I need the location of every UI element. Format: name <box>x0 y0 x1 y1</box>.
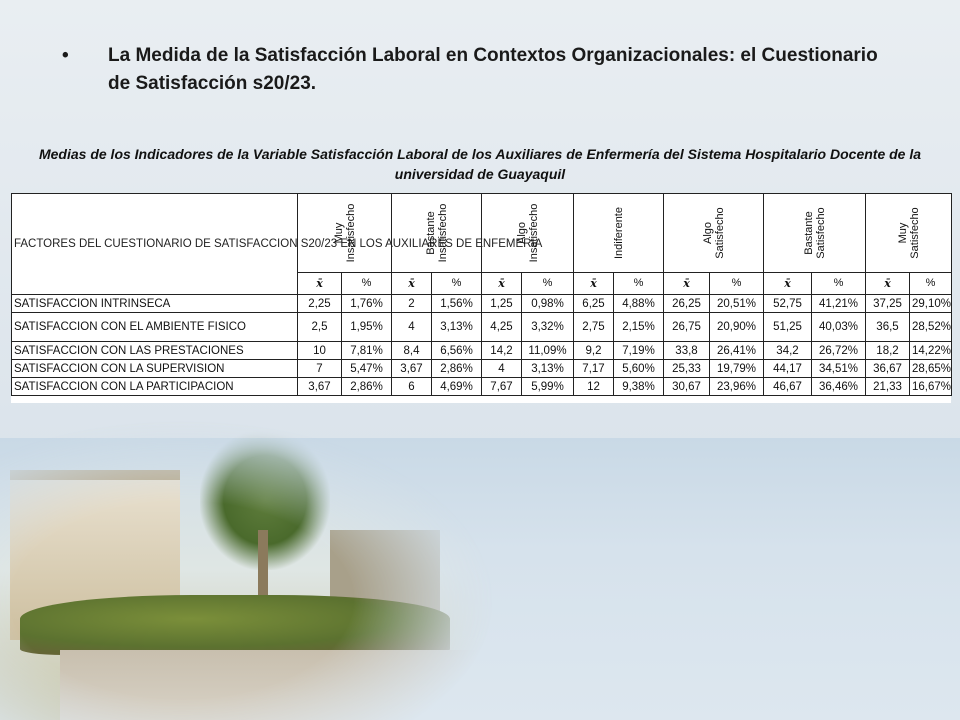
mean-symbol: x̄ <box>683 276 690 290</box>
mean-cell: 9,2 <box>574 342 614 360</box>
mean-symbol: x̄ <box>498 276 505 290</box>
mean-cell: 21,33 <box>866 378 910 396</box>
mean-cell: 36,5 <box>866 313 910 342</box>
percent-cell: 16,67% <box>910 378 952 396</box>
percent-cell: 6,56% <box>432 342 482 360</box>
category-label: Bastante Satisfecho <box>802 207 827 259</box>
mean-cell: 26,25 <box>664 295 710 313</box>
mean-cell: 25,33 <box>664 360 710 378</box>
table-row <box>12 342 952 360</box>
mean-cell: 3,67 <box>392 360 432 378</box>
percent-cell: 4,88% <box>614 295 664 313</box>
percent-subheader: % <box>710 272 764 294</box>
percent-cell: 4,69% <box>432 378 482 396</box>
mean-cell: 33,8 <box>664 342 710 360</box>
mean-cell: 4,25 <box>482 313 522 342</box>
mean-cell: 8,4 <box>392 342 432 360</box>
percent-cell: 1,76% <box>342 295 392 313</box>
percent-cell: 28,65% <box>910 360 952 378</box>
photo-walkway <box>60 650 480 720</box>
percent-cell: 3,13% <box>432 313 482 342</box>
mean-subheader <box>574 272 614 294</box>
photo-garden <box>20 595 450 655</box>
percent-subheader: % <box>342 272 392 294</box>
mean-cell: 34,2 <box>764 342 812 360</box>
mean-cell: 52,75 <box>764 295 812 313</box>
percent-subheader: % <box>812 272 866 294</box>
mean-cell: 7,17 <box>574 360 614 378</box>
percent-cell: 2,15% <box>614 313 664 342</box>
percent-cell: 3,13% <box>522 360 574 378</box>
mean-cell: 46,67 <box>764 378 812 396</box>
percent-cell: 19,79% <box>710 360 764 378</box>
category-label: Muy Satisfecho <box>896 207 921 259</box>
table-caption: Medias de los Indicadores de la Variable Satisfacción Laboral de los Auxiliares de Enfermería del Sistema Hospitalario Docente de la universidad de Guayaquil <box>38 146 922 182</box>
percent-cell: 20,90% <box>710 313 764 342</box>
percent-subheader: % <box>522 272 574 294</box>
table-row <box>12 313 952 342</box>
category-label: Indiferente <box>612 206 625 259</box>
mean-cell: 2,5 <box>298 313 342 342</box>
mean-cell: 44,17 <box>764 360 812 378</box>
table-row <box>12 378 952 396</box>
row-label: SATISFACCION CON LAS PRESTACIONES <box>12 342 298 360</box>
percent-cell: 36,46% <box>812 378 866 396</box>
percent-cell: 28,52% <box>910 313 952 342</box>
category-header <box>664 194 764 273</box>
percent-cell: 5,99% <box>522 378 574 396</box>
mean-cell: 4 <box>392 313 432 342</box>
mean-cell: 12 <box>574 378 614 396</box>
percent-cell: 1,56% <box>432 295 482 313</box>
category-header-row <box>12 194 952 273</box>
category-header <box>392 194 482 273</box>
mean-subheader <box>866 272 910 294</box>
category-label: Muy Insatisfecho <box>332 203 357 263</box>
mean-subheader <box>764 272 812 294</box>
mean-cell: 3,67 <box>298 378 342 396</box>
percent-cell: 5,47% <box>342 360 392 378</box>
mean-cell: 10 <box>298 342 342 360</box>
percent-cell: 2,86% <box>342 378 392 396</box>
category-label: Algo Satisfecho <box>701 207 726 259</box>
mean-subheader <box>664 272 710 294</box>
table-row <box>12 360 952 378</box>
mean-cell: 14,2 <box>482 342 522 360</box>
mean-cell: 4 <box>482 360 522 378</box>
title-text: La Medida de la Satisfacción Laboral en Contextos Organizacionales: el Cuestionario de Satisfacción s20/23. <box>108 45 878 94</box>
percent-cell: 2,86% <box>432 360 482 378</box>
category-header <box>574 194 664 273</box>
category-header <box>298 194 392 273</box>
category-header <box>482 194 574 273</box>
mean-cell: 6 <box>392 378 432 396</box>
row-label: SATISFACCION INTRINSECA <box>12 295 298 313</box>
mean-cell: 2,75 <box>574 313 614 342</box>
row-label: SATISFACCION CON LA PARTICIPACION <box>12 378 298 396</box>
percent-cell: 7,19% <box>614 342 664 360</box>
category-header <box>866 194 952 273</box>
percent-cell: 11,09% <box>522 342 574 360</box>
row-label: SATISFACCION CON LA SUPERVISION <box>12 360 298 378</box>
percent-cell: 3,32% <box>522 313 574 342</box>
category-header <box>764 194 866 273</box>
percent-subheader: % <box>910 272 952 294</box>
satisfaction-table-container <box>11 193 951 403</box>
percent-cell: 23,96% <box>710 378 764 396</box>
table-row <box>12 295 952 313</box>
percent-cell: 5,60% <box>614 360 664 378</box>
mean-cell: 1,25 <box>482 295 522 313</box>
category-label: Bastante Insatisfecho <box>424 203 449 263</box>
mean-subheader <box>392 272 432 294</box>
percent-cell: 26,72% <box>812 342 866 360</box>
percent-cell: 7,81% <box>342 342 392 360</box>
mean-cell: 37,25 <box>866 295 910 313</box>
percent-cell: 20,51% <box>710 295 764 313</box>
mean-cell: 2,25 <box>298 295 342 313</box>
percent-cell: 40,03% <box>812 313 866 342</box>
mean-cell: 2 <box>392 295 432 313</box>
mean-symbol: x̄ <box>884 276 891 290</box>
percent-cell: 26,41% <box>710 342 764 360</box>
mean-cell: 18,2 <box>866 342 910 360</box>
mean-cell: 36,67 <box>866 360 910 378</box>
mean-cell: 51,25 <box>764 313 812 342</box>
bullet-icon: • <box>62 45 69 66</box>
percent-cell: 1,95% <box>342 313 392 342</box>
mean-subheader <box>482 272 522 294</box>
percent-subheader: % <box>432 272 482 294</box>
mean-cell: 6,25 <box>574 295 614 313</box>
percent-cell: 41,21% <box>812 295 866 313</box>
factor-column-header: FACTORES DEL CUESTIONARIO DE SATISFACCION S20/23 EN LOS AUXILIARES DE ENFEMERIA <box>12 194 298 295</box>
mean-symbol: x̄ <box>590 276 597 290</box>
mean-cell: 7 <box>298 360 342 378</box>
hospital-photo <box>0 420 520 720</box>
mean-subheader <box>298 272 342 294</box>
satisfaction-table <box>11 193 952 396</box>
mean-symbol: x̄ <box>408 276 415 290</box>
row-label: SATISFACCION CON EL AMBIENTE FISICO <box>12 313 298 342</box>
mean-symbol: x̄ <box>316 276 323 290</box>
mean-cell: 26,75 <box>664 313 710 342</box>
percent-cell: 34,51% <box>812 360 866 378</box>
percent-cell: 0,98% <box>522 295 574 313</box>
percent-subheader: % <box>614 272 664 294</box>
mean-cell: 7,67 <box>482 378 522 396</box>
mean-cell: 30,67 <box>664 378 710 396</box>
percent-cell: 9,38% <box>614 378 664 396</box>
mean-symbol: x̄ <box>784 276 791 290</box>
category-label: Algo Insatisfecho <box>515 203 540 263</box>
percent-cell: 29,10% <box>910 295 952 313</box>
percent-cell: 14,22% <box>910 342 952 360</box>
